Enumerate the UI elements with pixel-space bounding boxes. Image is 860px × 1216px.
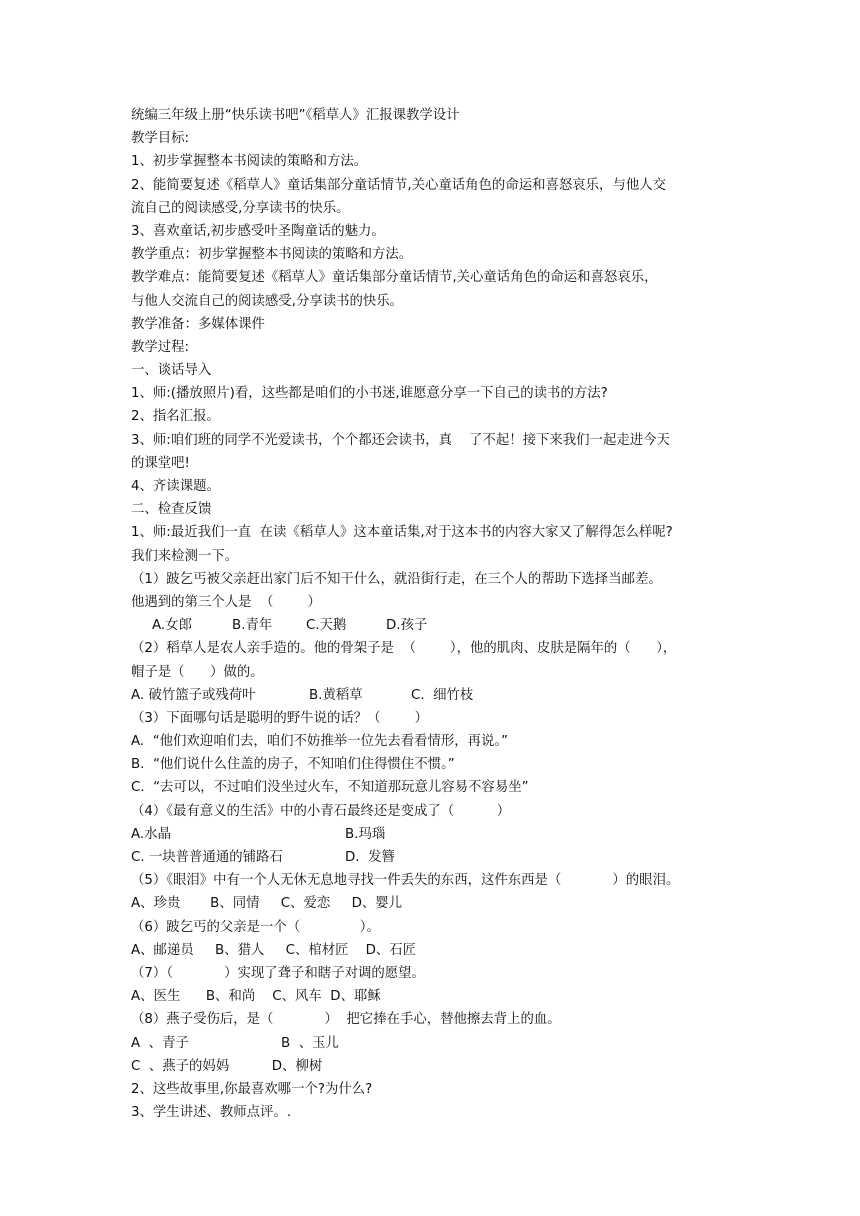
question-6: （6）跛乞丐的父亲是一个（ ）。 [131, 919, 380, 935]
goals-heading: 教学目标: [131, 131, 190, 147]
section-1-item-3-line-1: 3、师:咱们班的同学不光爱读书，个个都还会读书，真 了不起！接下来我们一起走进今天 [131, 432, 670, 448]
q8-option-b: B 、玉儿 [281, 1035, 339, 1051]
question-3: （3）下面哪句话是聪明的野牛说的话？（ ） [131, 710, 428, 726]
question-7: （7）（ ）实现了聋子和瞎子对调的愿望。 [131, 965, 425, 981]
question-3-option-c: C. “去可以，不过咱们没坐过火车，不知道那玩意儿容易不容易坐” [131, 780, 529, 796]
question-4-options-row-2 [131, 846, 741, 869]
goal-3: 3、喜欢童话,初步感受叶圣陶童话的魅力。 [131, 223, 385, 239]
question-8-options-row-2: C 、燕子的妈妈 D、柳树 [131, 1058, 323, 1074]
question-2-line-2: 帽子是（ ）做的。 [131, 664, 264, 680]
goal-1: 1、初步掌握整本书阅读的策略和方法。 [131, 154, 368, 170]
document-title: 统编三年级上册“快乐读书吧”《稻草人》汇报课教学设计 [131, 108, 460, 123]
difficulty-line-1: 教学难点：能简要复述《稻草人》童话集部分童话情节,关心童话角色的命运和喜怒哀乐， [131, 270, 658, 286]
question-8: （8）燕子受伤后，是（ ） 把它捧在手心，替他擦去背上的血。 [131, 1012, 561, 1028]
process-heading: 教学过程: [131, 339, 190, 355]
q2-option-a: A. 破竹篮子或残荷叶 [131, 687, 256, 703]
question-3-option-a: A. “他们欢迎咱们去，咱们不妨推举一位先去看看情形，再说。” [131, 734, 509, 750]
q2-option-b: B.黄稻草 [309, 687, 363, 703]
section-2-item-1-line-1: 1、师:最近我们一直 在读《稻草人》这本童话集,对于这本书的内容大家又了解得怎么样呢? [131, 525, 673, 541]
section-2-heading: 二、检查反馈 [131, 502, 212, 518]
section-1-item-4: 4、齐读课题。 [131, 479, 220, 494]
q1-option-a: A.女郎 [152, 618, 192, 634]
q1-option-b: B.青年 [232, 618, 273, 634]
question-1-line-2: 他遇到的第三个人是 （ ） [131, 594, 321, 610]
question-6-options: A、邮递员 B、猎人 C、棺材匠 D、石匠 [131, 942, 417, 958]
question-4: （4）《最有意义的生活》中的小青石最终还是变成了（ ） [131, 803, 511, 819]
question-4-options-row-1 [131, 823, 741, 846]
section-1-item-1: 1、师:(播放照片)看，这些都是咱们的小书迷,谁愿意分享一下自己的读书的方法? [131, 386, 608, 402]
section-2-item-3: 3、学生讲述、教师点评。. [131, 1105, 292, 1121]
section-2-item-1-line-2: 我们来检测一下。 [131, 548, 239, 564]
q2-option-c: C. 细竹枝 [411, 687, 474, 703]
q8-option-a: A 、青子 [131, 1035, 189, 1051]
q1-option-c: C.天鹅 [306, 618, 347, 634]
preparation: 教学准备：多媒体课件 [131, 316, 265, 332]
question-7-options: A、医生 B、和尚 C、风车 D、耶稣 [131, 989, 381, 1005]
goal-2-line-2: 流自己的阅读感受,分享读书的快乐。 [131, 200, 350, 216]
question-8-options-row-1 [131, 1032, 741, 1055]
difficulty-line-2: 与他人交流自己的阅读感受,分享读书的快乐。 [131, 293, 404, 309]
q4-option-c: C. 一块普普通通的铺路石 [131, 850, 283, 865]
question-5: （5）《眼泪》中有一个人无休无息地寻找一件丢失的东西，这件东西是（ ）的眼泪。 [131, 873, 680, 889]
question-1-line-1: （1）跛乞丐被父亲赶出家门后不知干什么，就沿街行走，在三个人的帮助下选择当邮差。 [131, 571, 662, 587]
section-1-item-3-line-2: 的课堂吧! [131, 455, 190, 471]
question-3-option-b: B. “他们说什么住盖的房子，不知咱们住得惯住不惯。” [131, 757, 455, 773]
q4-option-d: D. 发簪 [345, 850, 395, 865]
question-2-options [131, 684, 741, 707]
section-2-item-2: 2、这些故事里,你最喜欢哪一个?为什么? [131, 1081, 373, 1097]
question-2-line-1: （2）稻草人是农人亲手造的。他的骨架子是 （ ），他的肌肉、皮肤是隔年的（ ）， [131, 641, 677, 657]
section-1-heading: 一、谈话导入 [131, 363, 212, 379]
q1-option-d: D.孩子 [386, 618, 428, 634]
q4-option-b: B.玛瑙 [345, 826, 386, 842]
document-body [131, 104, 741, 1124]
question-1-options [131, 614, 741, 637]
q4-option-a: A.水晶 [131, 826, 171, 842]
question-5-options: A、珍贵 B、同情 C、爱恋 D、婴儿 [131, 896, 403, 912]
goal-2-line-1: 2、能简要复述《稻草人》童话集部分童话情节,关心童话角色的命运和喜怒哀乐，与他人交 [131, 177, 667, 193]
section-1-item-2: 2、指名汇报。 [131, 409, 220, 425]
key-point: 教学重点：初步掌握整本书阅读的策略和方法。 [131, 247, 413, 263]
